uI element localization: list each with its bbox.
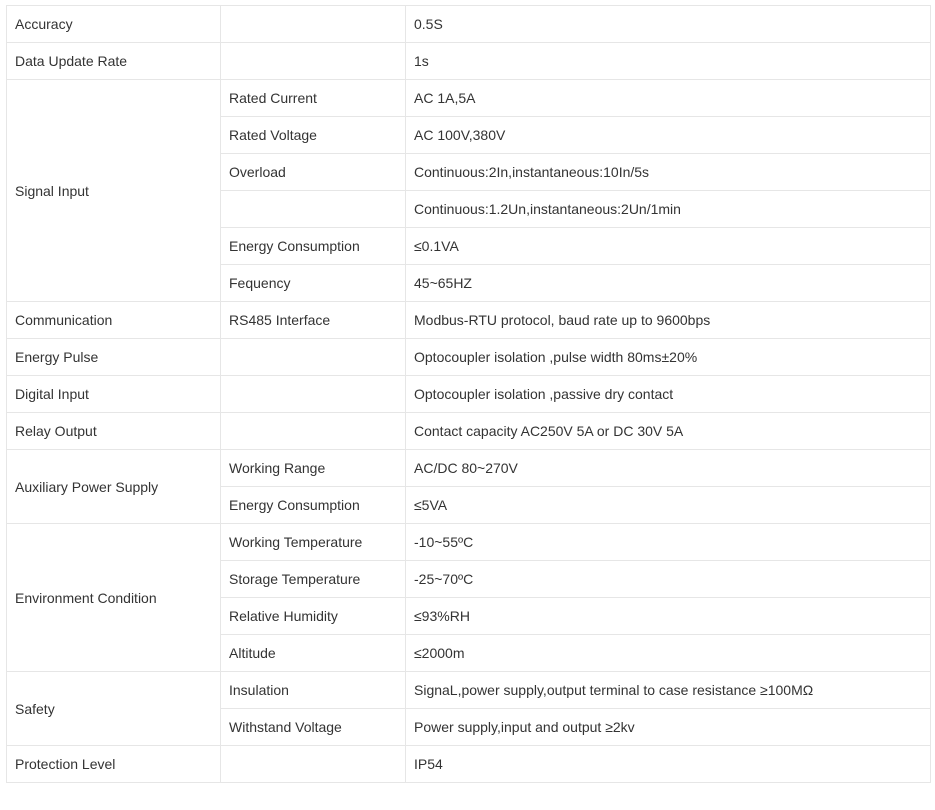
value-cell: ≤0.1VA: [406, 228, 931, 265]
value-cell: ≤2000m: [406, 635, 931, 672]
table-row: [7, 302, 931, 339]
value-cell: ≤5VA: [406, 487, 931, 524]
parameter-cell: RS485 Interface: [221, 302, 406, 339]
parameter-cell: Working Range: [221, 450, 406, 487]
category-cell: Relay Output: [7, 413, 221, 450]
category-cell: Environment Condition: [7, 524, 221, 672]
parameter-cell: [221, 376, 406, 413]
parameter-cell: [221, 339, 406, 376]
value-cell: Power supply,input and output ≥2kv: [406, 709, 931, 746]
parameter-cell: Storage Temperature: [221, 561, 406, 598]
category-cell: Signal Input: [7, 80, 221, 302]
value-cell: AC/DC 80~270V: [406, 450, 931, 487]
spec-table: [6, 5, 931, 783]
parameter-cell: Rated Voltage: [221, 117, 406, 154]
value-cell: IP54: [406, 746, 931, 783]
parameter-cell: Fequency: [221, 265, 406, 302]
table-row: [7, 672, 931, 709]
value-cell: SignaL,power supply,output terminal to case resistance ≥100MΩ: [406, 672, 931, 709]
value-cell: 0.5S: [406, 6, 931, 43]
parameter-cell: Altitude: [221, 635, 406, 672]
parameter-cell: Withstand Voltage: [221, 709, 406, 746]
parameter-cell: [221, 746, 406, 783]
table-row: [7, 413, 931, 450]
parameter-cell: Overload: [221, 154, 406, 191]
parameter-cell: Working Temperature: [221, 524, 406, 561]
value-cell: Modbus-RTU protocol, baud rate up to 9600bps: [406, 302, 931, 339]
value-cell: -25~70ºC: [406, 561, 931, 598]
parameter-cell: Energy Consumption: [221, 228, 406, 265]
category-cell: Energy Pulse: [7, 339, 221, 376]
value-cell: ≤93%RH: [406, 598, 931, 635]
category-cell: Digital Input: [7, 376, 221, 413]
value-cell: Optocoupler isolation ,pulse width 80ms±20%: [406, 339, 931, 376]
parameter-cell: Energy Consumption: [221, 487, 406, 524]
value-cell: 1s: [406, 43, 931, 80]
value-cell: Contact capacity AC250V 5A or DC 30V 5A: [406, 413, 931, 450]
category-cell: Communication: [7, 302, 221, 339]
category-cell: Data Update Rate: [7, 43, 221, 80]
table-row: [7, 450, 931, 487]
category-cell: Auxiliary Power Supply: [7, 450, 221, 524]
value-cell: -10~55ºC: [406, 524, 931, 561]
table-row: [7, 524, 931, 561]
table-row: [7, 80, 931, 117]
table-row: [7, 339, 931, 376]
parameter-cell: Rated Current: [221, 80, 406, 117]
parameter-cell: [221, 191, 406, 228]
parameter-cell: [221, 413, 406, 450]
value-cell: AC 1A,5A: [406, 80, 931, 117]
value-cell: 45~65HZ: [406, 265, 931, 302]
value-cell: Optocoupler isolation ,passive dry contact: [406, 376, 931, 413]
category-cell: Accuracy: [7, 6, 221, 43]
table-row: [7, 376, 931, 413]
table-row: [7, 746, 931, 783]
table-row: [7, 6, 931, 43]
category-cell: Safety: [7, 672, 221, 746]
value-cell: Continuous:2In,instantaneous:10In/5s: [406, 154, 931, 191]
value-cell: AC 100V,380V: [406, 117, 931, 154]
parameter-cell: [221, 43, 406, 80]
category-cell: Protection Level: [7, 746, 221, 783]
parameter-cell: Relative Humidity: [221, 598, 406, 635]
value-cell: Continuous:1.2Un,instantaneous:2Un/1min: [406, 191, 931, 228]
parameter-cell: Insulation: [221, 672, 406, 709]
table-row: [7, 43, 931, 80]
parameter-cell: [221, 6, 406, 43]
